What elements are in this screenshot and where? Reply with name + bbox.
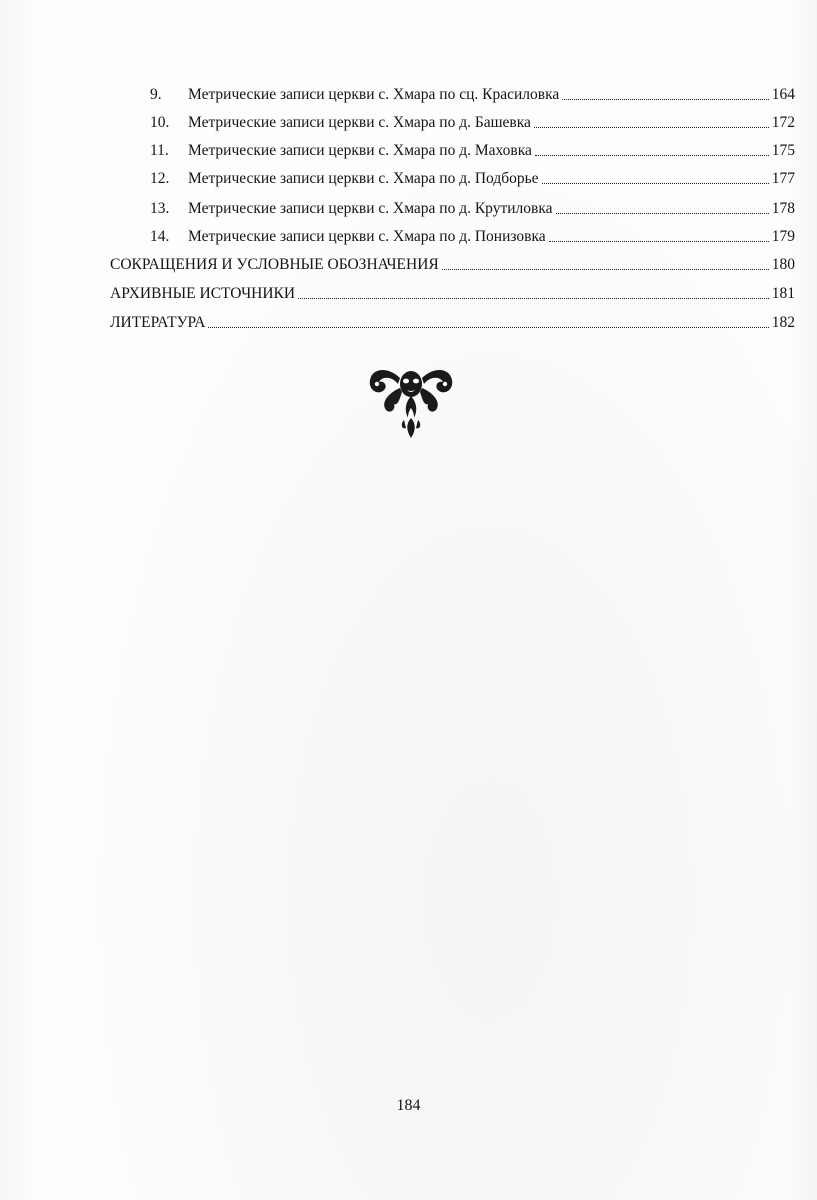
toc-section-title: СОКРАЩЕНИЯ И УСЛОВНЫЕ ОБОЗНАЧЕНИЯ <box>110 256 439 273</box>
toc-section-page: 181 <box>771 285 795 302</box>
toc-leader-dots <box>442 269 769 270</box>
toc-entry <box>150 80 795 104</box>
toc-entry <box>150 194 795 218</box>
toc-entry-number: 14. <box>150 228 170 245</box>
toc-entry-title: Метрические записи церкви с. Хмара по сц. Красиловка <box>188 86 560 103</box>
toc-entry <box>150 108 795 132</box>
toc-leader-dots <box>208 327 768 328</box>
toc-entry-number: 11. <box>150 142 169 159</box>
toc-leader-dots <box>556 213 769 214</box>
toc-entry-title: Метрические записи церкви с. Хмара по д. Башевка <box>188 114 531 131</box>
toc-section-entry <box>110 308 795 332</box>
toc-section-entry <box>110 279 795 303</box>
toc-entry <box>150 164 795 188</box>
toc-entry-page: 178 <box>771 200 795 217</box>
toc-leader-dots <box>549 241 769 242</box>
toc-section-entry <box>110 250 795 274</box>
toc-entry-number: 13. <box>150 200 170 217</box>
toc-section-page: 180 <box>771 256 795 273</box>
toc-section-title: АРХИВНЫЕ ИСТОЧНИКИ <box>110 285 296 302</box>
toc-entry-page: 179 <box>771 228 795 245</box>
page-number: 184 <box>396 1097 421 1114</box>
toc-entry-number: 12. <box>150 170 170 187</box>
toc-leader-dots <box>534 127 769 128</box>
toc-leader-dots <box>535 155 769 156</box>
toc-entry-number: 9. <box>150 86 162 103</box>
toc-leader-dots <box>562 99 769 100</box>
toc-entry-page: 164 <box>771 86 795 103</box>
toc-entry-page: 177 <box>771 170 795 187</box>
toc-entry-number: 10. <box>150 114 170 131</box>
toc-entry <box>150 136 795 160</box>
toc-entry-title: Метрические записи церкви с. Хмара по д. Крутиловка <box>188 200 553 217</box>
toc-section-page: 182 <box>771 314 795 331</box>
toc-entry-title: Метрические записи церкви с. Хмара по д. Понизовка <box>188 228 546 245</box>
floral-vignette-icon <box>366 362 456 440</box>
toc-section-title: ЛИТЕРАТУРА <box>110 314 206 331</box>
toc-entry-page: 172 <box>771 114 795 131</box>
toc-leader-dots <box>298 298 769 299</box>
toc-entry-page: 175 <box>771 142 795 159</box>
toc-leader-dots <box>542 183 769 184</box>
toc-entry-title: Метрические записи церкви с. Хмара по д. Маховка <box>188 142 532 159</box>
toc-entry <box>150 222 795 246</box>
toc-entry-title: Метрические записи церкви с. Хмара по д. Подборье <box>188 170 539 187</box>
